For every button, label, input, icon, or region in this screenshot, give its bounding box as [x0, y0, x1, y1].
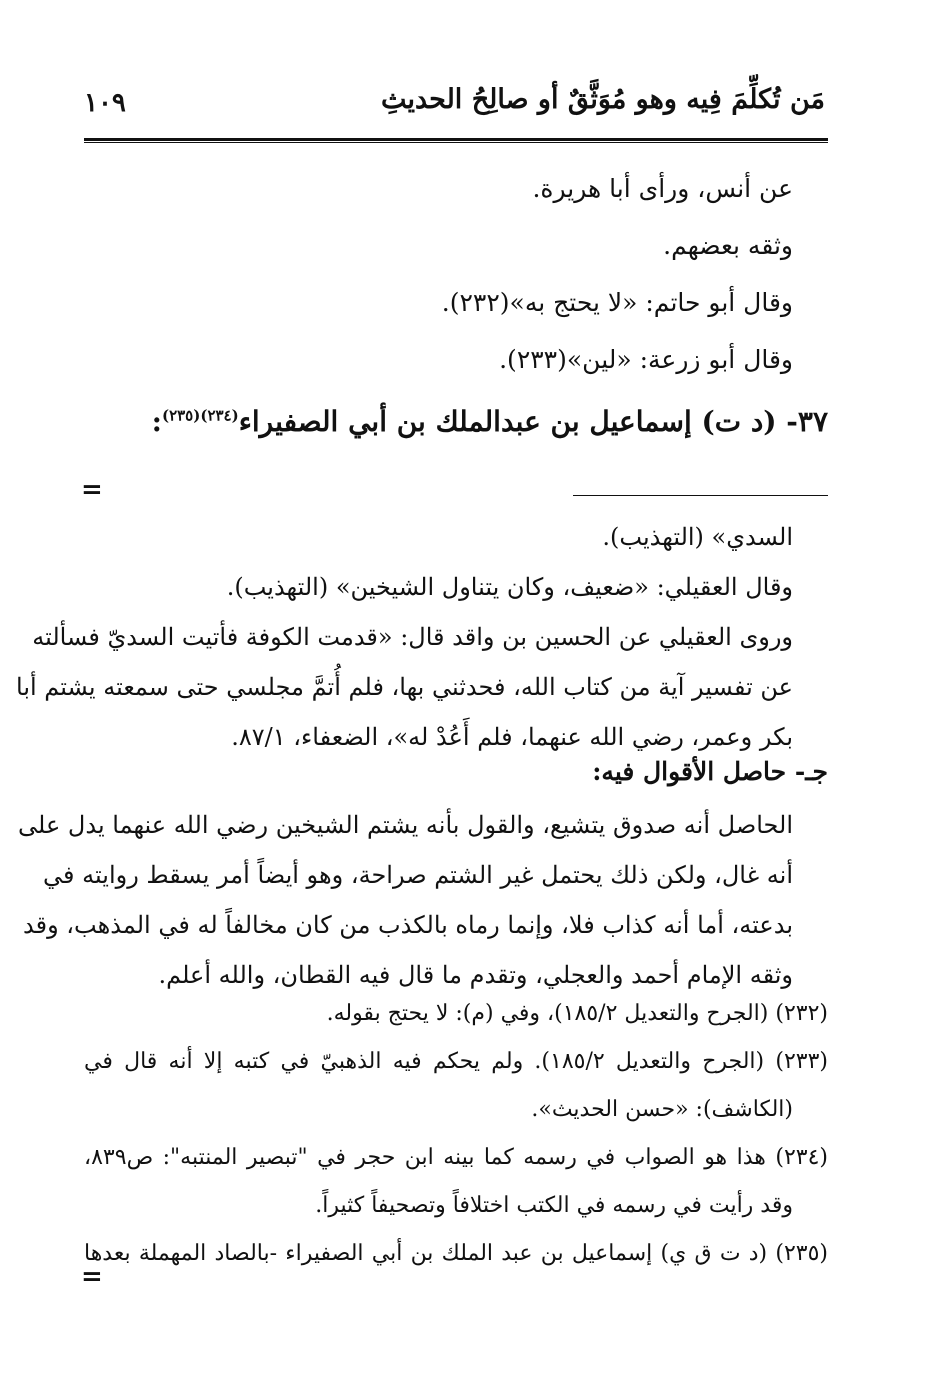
section-subheading: جـ- حاصل الأقوال فيه:	[592, 757, 828, 786]
footnote: (٢٣٤) هذا هو الصواب في رسمه كما بينه ابن حجر في "تبصير المنتبه": ص٨٣٩،	[84, 1145, 828, 1170]
footnote: (٢٣٣) (الجرح والتعديل ١٨٥/٢). ولم يحكم فيه الذهبيّ في كتبه إلا أنه قال في	[84, 1049, 828, 1074]
header-rule	[84, 138, 828, 143]
text-line: السدي» (التهذيب).	[602, 523, 793, 551]
text-line: وروى العقيلي عن الحسين بن واقد قال: «قدمت الكوفة فأتيت السديّ فسألته	[32, 623, 793, 651]
text-line: بدعته، أما أنه كذاب فلا، وإنما رماه بالكذب من كان مخالفاً له في المذهب، وقد	[23, 911, 793, 939]
summary-block	[18, 800, 793, 1000]
entry-heading-text: ٣٧- (د ت) إسماعيل بن عبدالملك بن أبي الصفيراء	[238, 405, 828, 438]
entry-heading-refs: (٢٣٤)(٢٣٥)	[161, 406, 239, 425]
body-text-block	[16, 512, 793, 762]
text-line: وقال أبو حاتم: «لا يحتج به»(٢٣٢).	[441, 288, 793, 317]
running-title: مَن تُكلِّمَ فِيه وهو مُوَثَّقٌ أو صالِحُ الحديثِ	[380, 84, 825, 115]
text-line: وقال العقيلي: «ضعيف، وكان يتناول الشيخين» (التهذيب).	[226, 573, 793, 601]
text-line: وقال أبو زرعة: «لين»(٢٣٣).	[499, 345, 793, 374]
footnote-continuation: (الكاشف): «حسن الحديث».	[531, 1097, 793, 1122]
text-line: الحاصل أنه صدوق يتشيع، والقول بأنه يشتم الشيخين رضي الله عنهما يدل على	[18, 811, 793, 839]
text-line: وثقه بعضهم.	[663, 231, 793, 260]
entry-heading-colon: :	[151, 405, 162, 438]
text-line: أنه غال، ولكن ذلك يحتمل غير الشتم صراحة، وهو أيضاً أمر يسقط روايته في	[43, 861, 793, 889]
footnotes	[84, 990, 828, 1278]
separator-rule	[573, 495, 828, 496]
continuation-mark: =	[81, 1262, 103, 1292]
entry-heading	[152, 405, 828, 438]
text-line: وثقه الإمام أحمد والعجلي، وتقدم ما قال فيه القطان، والله أعلم.	[158, 961, 793, 989]
text-line: بكر وعمر، رضي الله عنهما، فلم أَعُدْ له»، الضعفاء، ٨٧/١.	[231, 723, 793, 751]
page-number: ١٠٩	[84, 88, 126, 118]
top-text-block	[90, 160, 793, 388]
footnote: (٢٣٢) (الجرح والتعديل ١٨٥/٢)، وفي (م): لا يحتج بقوله.	[326, 1001, 828, 1026]
continuation-mark: =	[81, 475, 103, 505]
text-line: عن أنس، ورأى أبا هريرة.	[532, 174, 793, 203]
page-header	[84, 80, 825, 130]
footnote-continuation: وقد رأيت في رسمه في الكتب اختلافاً وتصحيفاً كثيراً.	[315, 1193, 793, 1218]
text-line: عن تفسير آية من كتاب الله، فحدثني بها، فلم أُتمَّ مجلسي حتى سمعته يشتم أبا	[16, 673, 793, 701]
footnote: (٢٣٥) (د ت ق ي) إسماعيل بن عبد الملك بن أبي الصفيراء -بالصاد المهملة بعدها	[84, 1241, 829, 1266]
